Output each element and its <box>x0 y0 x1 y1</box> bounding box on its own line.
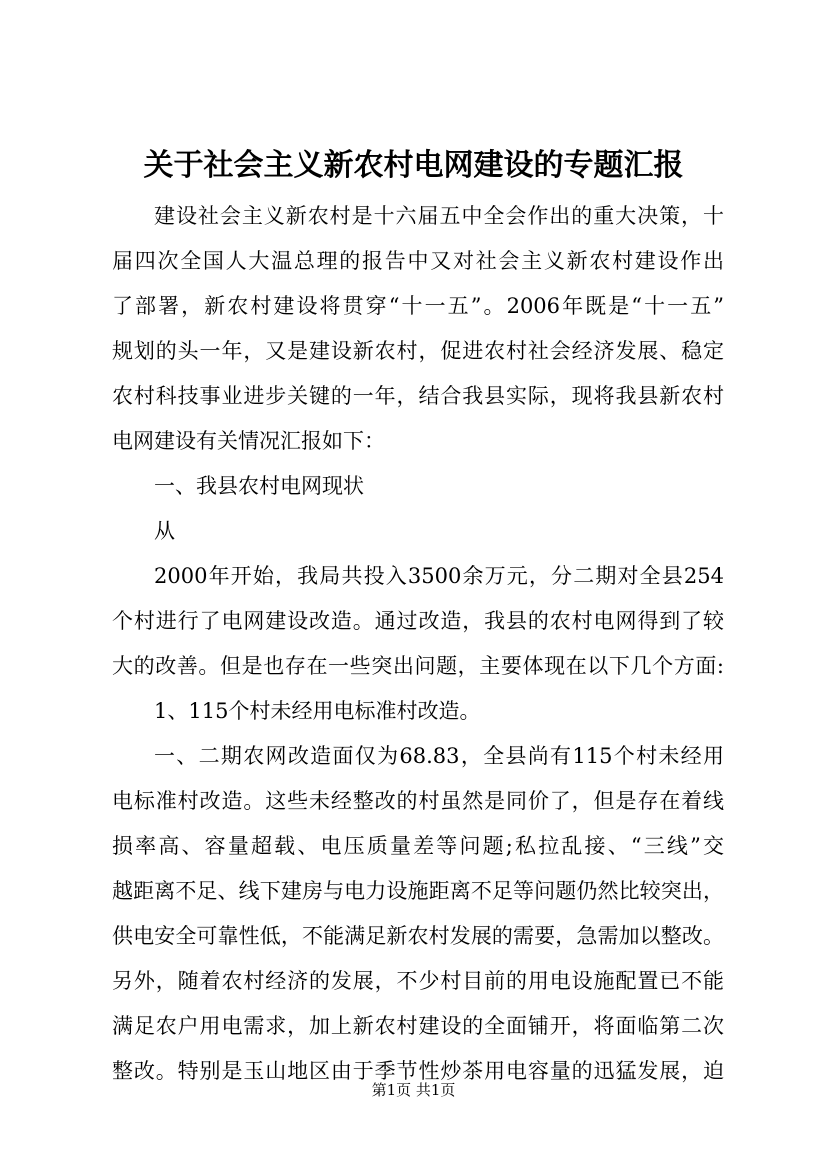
paragraph-line: 建设社会主义新农村是十六届五中全会作出的重大决策，十 <box>154 204 724 228</box>
paragraph-line: 届四次全国人大温总理的报告中又对社会主义新农村建设作出 <box>112 249 724 273</box>
document-body <box>112 194 724 1094</box>
paragraph-line: 大的改善。但是也存在一些突出问题，主要体现在以下几个方面: <box>112 654 724 678</box>
paragraph-line: 另外，随着农村经济的发展，不少村目前的用电设施配置已不能 <box>112 969 724 993</box>
document-title: 关于社会主义新农村电网建设的专题汇报 <box>143 148 684 183</box>
paragraph-line: 规划的头一年，又是建设新农村，促进农村社会经济发展、稳定 <box>112 339 724 363</box>
paragraph-line: 从 <box>154 519 175 543</box>
paragraph-line: 电网建设有关情况汇报如下： <box>112 429 385 453</box>
paragraph-line: 个村进行了电网建设改造。通过改造，我县的农村电网得到了较 <box>112 609 724 633</box>
paragraph-line: 供电安全可靠性低，不能满足新农村发展的需要，急需加以整改。 <box>112 924 724 948</box>
paragraph-line: 2000年开始，我局共投入3500余万元，分二期对全县254 <box>154 564 724 588</box>
paragraph-line: 满足农户用电需求，加上新农村建设的全面铺开，将面临第二次 <box>112 1014 724 1038</box>
paragraph-line: 越距离不足、线下建房与电力设施距离不足等问题仍然比较突出， <box>112 879 724 903</box>
section-heading: 一、我县农村电网现状 <box>154 474 364 498</box>
paragraph-line: 了部署，新农村建设将贯穿“十一五”。2006年既是“十一五” <box>112 294 724 318</box>
paragraph-line: 损率高、容量超载、电压质量差等问题;私拉乱接、“三线”交 <box>112 834 724 858</box>
paragraph-line: 农村科技事业进步关键的一年，结合我县实际，现将我县新农村 <box>112 384 724 408</box>
page-footer: 第1页 共1页 <box>371 1081 456 1099</box>
paragraph-line: 电标准村改造。这些未经整改的村虽然是同价了，但是存在着线 <box>112 789 724 813</box>
paragraph-line: 整改。特别是玉山地区由于季节性炒茶用电容量的迅猛发展，迫 <box>112 1059 724 1083</box>
subsection-heading: 1、115个村未经用电标准村改造。 <box>154 699 481 723</box>
paragraph-line: 一、二期农网改造面仅为68.83，全县尚有115个村未经用 <box>154 744 724 768</box>
